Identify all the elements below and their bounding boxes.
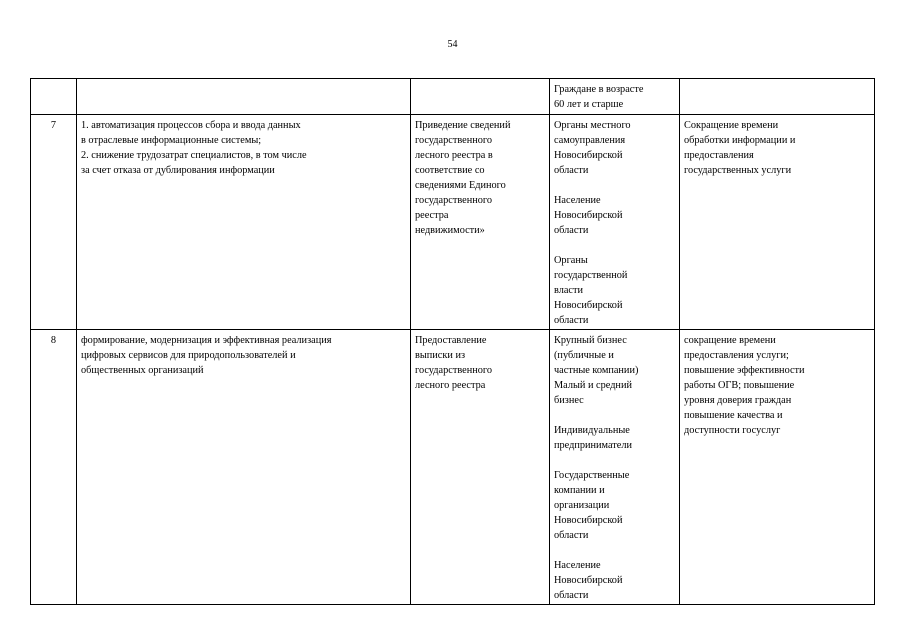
recipient-line: самоуправления xyxy=(554,135,626,146)
recipient-line: Органы местного xyxy=(554,120,631,131)
task-line: цифровых сервисов для природопользователей и xyxy=(81,350,296,361)
recipient-line: области xyxy=(554,530,589,541)
recipient-line: Крупный бизнес xyxy=(554,335,627,346)
cell-service xyxy=(411,330,550,605)
effect-line: предоставления xyxy=(684,150,754,161)
service-line: недвижимости» xyxy=(415,225,485,236)
effect-line: повышение эффективности xyxy=(684,365,805,376)
service-line: государственного xyxy=(415,135,492,146)
recipient-line: Население xyxy=(554,560,601,571)
effect-line: уровня доверия граждан xyxy=(684,395,792,406)
task-line: 1. автоматизация процессов сбора и ввода данных xyxy=(81,120,301,131)
cell-number xyxy=(31,79,77,115)
recipient-line: власти xyxy=(554,285,584,296)
effect-line: обработки информации и xyxy=(684,135,796,146)
cell-service xyxy=(411,79,550,115)
recipient-line: Новосибирской xyxy=(554,515,623,526)
effect-line: работы ОГВ; повышение xyxy=(684,380,795,391)
recipient-line: области xyxy=(554,590,589,601)
paragraph-gap xyxy=(554,238,675,253)
effect-line: государственных услуги xyxy=(684,165,792,176)
recipient-line: Новосибирской xyxy=(554,575,623,586)
cell-recipients xyxy=(550,330,680,605)
recipient-line: (публичные и xyxy=(554,350,614,361)
service-line: лесного реестра в xyxy=(415,150,493,161)
effect-line: Сокращение времени xyxy=(684,120,779,131)
effect-line: повышение качества и xyxy=(684,410,783,421)
cell-tasks xyxy=(77,115,411,330)
paragraph-gap xyxy=(554,178,675,193)
recipient-line: организации xyxy=(554,500,610,511)
paragraph-gap xyxy=(554,408,675,423)
cell-effect xyxy=(680,330,875,605)
recipient-line: области xyxy=(554,225,589,236)
table-row xyxy=(31,330,875,605)
recipient-line: государственной xyxy=(554,270,628,281)
recipient-line: Государственные xyxy=(554,470,630,481)
recipient-line: Индивидуальные xyxy=(554,425,630,436)
cell-tasks xyxy=(77,330,411,605)
cell-effect xyxy=(680,115,875,330)
cell-recipients xyxy=(550,115,680,330)
recipient-line: предприниматели xyxy=(554,440,632,451)
recipient-line: Население xyxy=(554,195,601,206)
task-line: за счет отказа от дублирования информации xyxy=(81,165,275,176)
task-line: формирование, модернизация и эффективная реализация xyxy=(81,335,332,346)
recipient-line: Новосибирской xyxy=(554,210,623,221)
service-line: соответствие со xyxy=(415,165,485,176)
effect-line: предоставления услуги; xyxy=(684,350,789,361)
table-row xyxy=(31,115,875,330)
recipient-line: Новосибирской xyxy=(554,150,623,161)
cell-service xyxy=(411,115,550,330)
recipient-line: частные компании) xyxy=(554,365,639,376)
service-line: реестра xyxy=(415,210,449,221)
cell-number: 7 xyxy=(31,115,77,330)
service-line: Предоставление xyxy=(415,335,487,346)
service-line: Приведение сведений xyxy=(415,120,511,131)
task-line: 2. снижение трудозатрат специалистов, в том числе xyxy=(81,150,307,161)
recipient-line: Малый и средний xyxy=(554,380,632,391)
task-line: общественных организаций xyxy=(81,365,204,376)
paragraph-gap xyxy=(554,543,675,558)
effect-line: сокращение времени xyxy=(684,335,776,346)
paragraph-gap xyxy=(554,453,675,468)
recipient-line: 60 лет и старше xyxy=(554,99,624,110)
measures-table xyxy=(30,78,875,605)
service-line: государственного xyxy=(415,195,492,206)
task-line: в отраслевые информационные системы; xyxy=(81,135,262,146)
service-line: выписки из xyxy=(415,350,466,361)
recipient-line: Новосибирской xyxy=(554,300,623,311)
service-line: лесного реестра xyxy=(415,380,486,391)
cell-tasks xyxy=(77,79,411,115)
recipient-line: компании и xyxy=(554,485,605,496)
page-number: 54 xyxy=(447,39,458,50)
table-row xyxy=(31,79,875,115)
service-line: государственного xyxy=(415,365,492,376)
recipient-line: Органы xyxy=(554,255,588,266)
recipient-line: Граждане в возрасте xyxy=(554,84,644,95)
cell-number: 8 xyxy=(31,330,77,605)
recipient-line: бизнес xyxy=(554,395,584,406)
recipient-line: области xyxy=(554,315,589,326)
effect-line: доступности госуслуг xyxy=(684,425,781,436)
cell-recipients xyxy=(550,79,680,115)
recipient-line: области xyxy=(554,165,589,176)
cell-effect xyxy=(680,79,875,115)
service-line: сведениями Единого xyxy=(415,180,506,191)
